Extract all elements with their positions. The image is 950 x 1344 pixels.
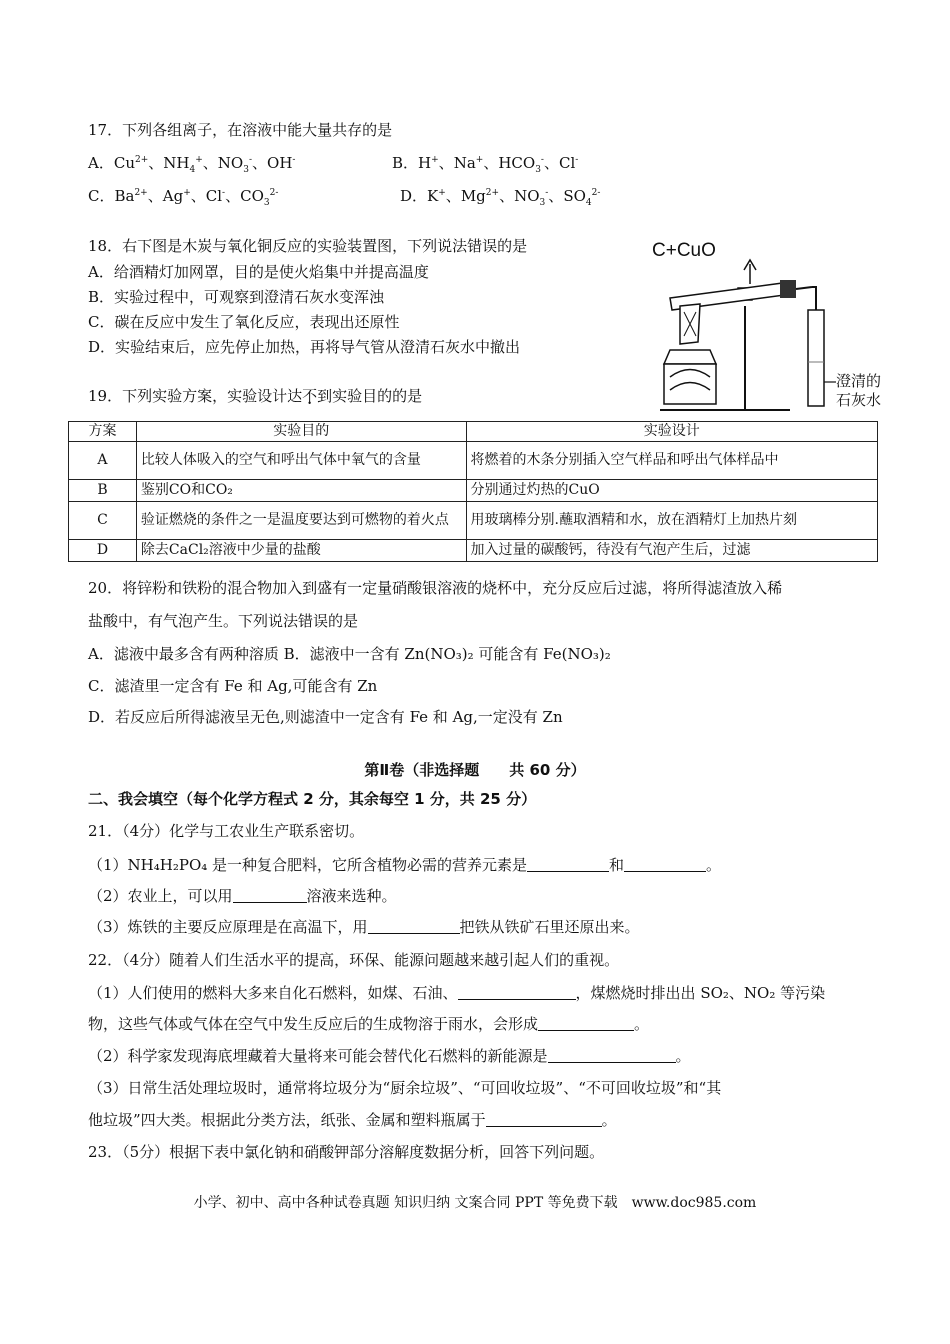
- q22-sub3-line2: 他垃圾”四大类。根据此分类方法，纸张、金属和塑料瓶属于 。: [88, 1111, 617, 1129]
- table-row: [69, 480, 878, 502]
- q18-stem: 18．右下图是木炭与氧化铜反应的实验装置图，下列说法错误的是: [88, 237, 528, 255]
- q21-stem: 21．（4分）化学与工农业生产联系密切。: [88, 822, 365, 840]
- figure-top-label: C+CuO: [652, 240, 716, 261]
- ion: $NO_3^-$: [514, 187, 549, 208]
- figure-limewater-label-2: 石灰水: [836, 392, 882, 409]
- answer-blank: [233, 887, 307, 903]
- ion: H+: [418, 154, 439, 172]
- ion: Ag+: [162, 187, 191, 205]
- q18-option-c: C．碳在反应中发生了氧化反应，表现出还原性: [88, 313, 400, 331]
- q22-sub2: （2）科学家发现海底埋藏着大量将来可能会替代化石燃料的新能源是 。: [88, 1047, 691, 1065]
- ion: $NO_3^-$: [217, 154, 253, 175]
- ion: $Cu^{2+}$: [113, 154, 149, 172]
- ion: K+: [427, 187, 446, 205]
- table-cell-plan: C: [69, 502, 137, 540]
- q22-sub1-line1: （1）人们使用的燃料大多来自化石燃料，如煤、石油、 ，煤燃烧时排出出 SO₂、NO₂ 等污染: [88, 984, 826, 1002]
- table-header-goal: 实验目的: [136, 422, 466, 442]
- ion: OH-: [267, 154, 296, 172]
- q17-option-c: C．$Ba^{2+}$、Ag+、Cl-、$CO_3^{2-}$: [88, 187, 279, 208]
- q17-stem: 17．下列各组离子，在溶液中能大量共存的是: [88, 121, 393, 139]
- ion: $HCO_3^-$: [498, 154, 544, 175]
- q17-option-d: D．K+、$Mg^{2+}$、$NO_3^-$、$SO_4^{2-}$: [400, 187, 601, 208]
- q21-sub2: （2）农业上，可以用 溶液来选种。: [88, 887, 397, 905]
- table-cell-plan: D: [69, 540, 137, 562]
- table-cell-goal: 比较人体吸入的空气和呼出气体中氧气的含量: [136, 442, 466, 480]
- answer-blank: [538, 1015, 634, 1031]
- ion: $SO_4^{2-}$: [563, 187, 601, 208]
- table-cell-goal: 鉴别CO和CO₂: [136, 480, 466, 502]
- q22-sub1-line2: 物，这些气体或气体在空气中发生反应后的生成物溶于雨水，会形成 。: [88, 1015, 650, 1033]
- table-header-design: 实验设计: [466, 422, 877, 442]
- q18-option-d: D．实验结束后，应先停止加热，再将导气管从澄清石灰水中撤出: [88, 338, 521, 356]
- ion: Na+: [453, 154, 484, 172]
- q20-option-d: D．若反应后所得滤液呈无色,则滤渣中一定含有 Fe 和 Ag,一定没有 Zn: [88, 708, 563, 726]
- table-row: [69, 540, 878, 562]
- q19-stem: 19．下列实验方案，实验设计达不到实验目的的是: [88, 387, 423, 405]
- q20-option-c: C．滤渣里一定含有 Fe 和 Ag,可能含有 Zn: [88, 677, 378, 695]
- page-footer: 小学、初中、高中各种试卷真题 知识归纳 文案合同 PPT 等免费下载 www.doc985.com: [193, 1195, 757, 1211]
- q23-stem: 23．（5分）根据下表中氯化钠和硝酸钾部分溶解度数据分析，回答下列问题。: [88, 1143, 605, 1161]
- charcoal-copper-oxide-apparatus-figure: [640, 232, 900, 418]
- ion: Cl-: [558, 154, 579, 172]
- table-cell-goal: 验证燃烧的条件之一是温度要达到可燃物的着火点: [136, 502, 466, 540]
- q22-stem: 22．（4分）随着人们生活水平的提高，环保、能源问题越来越引起人们的重视。: [88, 951, 620, 969]
- answer-blank: [624, 856, 706, 872]
- table-header-plan: 方案: [69, 422, 137, 442]
- q21-sub3: （3）炼铁的主要反应原理是在高温下，用 把铁从铁矿石里还原出来。: [88, 918, 640, 936]
- q19-plan-table: [68, 421, 878, 562]
- q20-stem-line1: 20．将锌粉和铁粉的混合物加入到盛有一定量硝酸银溶液的烧杯中，充分反应后过滤，将所得滤渣放入稀: [88, 579, 783, 597]
- q20-option-ab: A．滤液中最多含有两种溶质 B．滤液中一含有 Zn(NO₃)₂ 可能含有 Fe(NO₃)₂: [88, 645, 611, 663]
- ion: $Mg^{2+}$: [460, 187, 500, 205]
- q22-sub3-line1: （3）日常生活处理垃圾时，通常将垃圾分为“厨余垃圾”、“可回收垃圾”、“不可回收垃圾”和“其: [88, 1079, 722, 1097]
- table-row: [69, 502, 878, 540]
- ion: $NH_4^+$: [163, 154, 203, 175]
- q18-option-a: A．给酒精灯加网罩，目的是使火焰集中并提高温度: [88, 263, 429, 281]
- table-cell-design: 用玻璃棒分别.蘸取酒精和水，放在酒精灯上加热片刻: [466, 502, 877, 540]
- answer-blank: [548, 1047, 676, 1063]
- ion: $CO_3^{2-}$: [240, 187, 279, 208]
- ion: Cl-: [205, 187, 226, 205]
- q17-option-a: A．$Cu^{2+}$、$NH_4^+$、$NO_3^-$、OH-: [88, 154, 296, 175]
- answer-blank: [527, 856, 609, 872]
- q19-emphasis: 达不到: [287, 387, 333, 405]
- section-title: 二、我会填空（每个化学方程式 2 分，其余每空 1 分，共 25 分）: [88, 790, 537, 808]
- table-cell-design: 加入过量的碳酸钙，待没有气泡产生后，过滤: [466, 540, 877, 562]
- answer-blank: [486, 1111, 602, 1127]
- answer-blank: [458, 984, 576, 1000]
- table-row: [69, 442, 878, 480]
- q17-option-b: B．H+、Na+、$HCO_3^-$、Cl-: [392, 154, 579, 175]
- table-cell-goal: 除去CaCl₂溶液中少量的盐酸: [136, 540, 466, 562]
- table-header-row: [69, 422, 878, 442]
- answer-blank: [368, 918, 460, 934]
- table-cell-design: 将燃着的木条分别插入空气样品和呼出气体样品中: [466, 442, 877, 480]
- figure-limewater-label-1: 澄清的: [836, 373, 882, 390]
- q18-option-b: B．实验过程中，可观察到澄清石灰水变浑浊: [88, 288, 385, 306]
- q20-stem-line2: 盐酸中，有气泡产生。下列说法错误的是: [88, 612, 359, 630]
- table-cell-plan: B: [69, 480, 137, 502]
- part2-title: 第Ⅱ卷（非选择题 共 60 分）: [364, 761, 586, 779]
- table-cell-plan: A: [69, 442, 137, 480]
- q21-sub1: （1）NH₄H₂PO₄ 是一种复合肥料，它所含植物必需的营养元素是 和 。: [88, 856, 722, 874]
- ion: $Ba^{2+}$: [114, 187, 148, 205]
- table-cell-design: 分别通过灼热的CuO: [466, 480, 877, 502]
